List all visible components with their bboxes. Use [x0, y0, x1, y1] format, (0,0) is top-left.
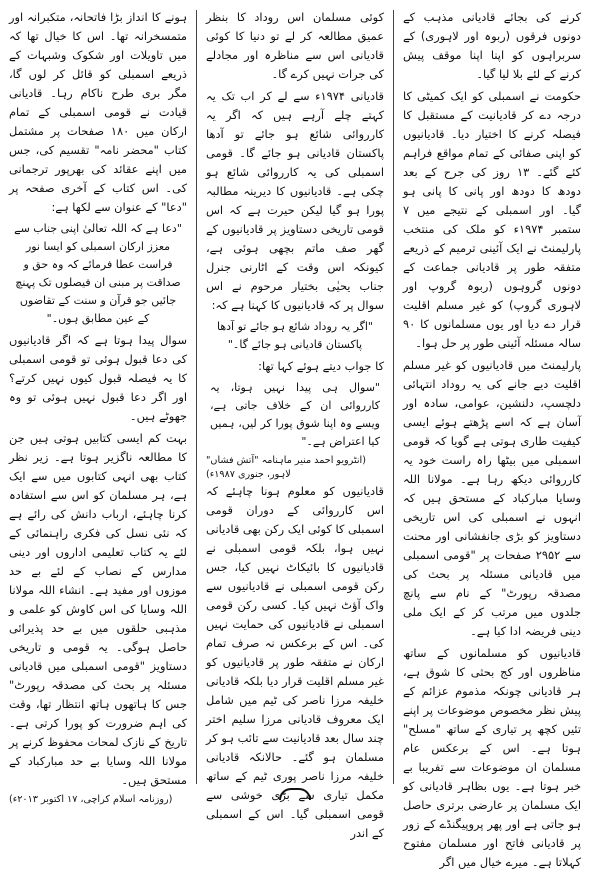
interview-citation: (انٹرویو احمد منیر ماہنامہ "آتش فشاں" لاہور، جنوری ۱۹۸۷ء) [206, 455, 366, 480]
page-ornament [279, 788, 311, 800]
paragraph: بہت کم ایسی کتابیں ہوتی ہیں جن کا مطالعہ ناگزیر ہوتا ہے۔ زیر نظر کتاب بھی انہی کتابوں میں سے ایک ہے، ہر مسلمان کو اس سے استفادہ کرنا چاہئے، ارباب دانش کی رائے ہے کہ نئی نسل کی فکری راہنمائی کے لئے یہ کتاب تعلیمی اداروں اور دینی مدارس کے نصاب کے لئے بے حد موزوں اور مفید ہے۔ انشاء اللہ مولانا اللہ وسایا کی اس کاوش کو علمی و مذہبی حلقوں میں بے حد پذیرائی حاصل ہوگی۔ یہ قومی و تاریخی دستاویز "قومی اسمبلی میں قادیانی مسئلہ پر بحث کی مصدقہ رپورٹ" جس کا ہاتھوں ہاتھ انتظار تھا، وقت کی اہم ضرورت کو پورا کرتی ہے۔ تاریخ کے نازک لمحات محفوظ کرنے پر مولانا اللہ وسایا بے حد مبارکباد کے مستحق ہیں۔ [9, 431, 187, 787]
column-middle [203, 8, 387, 840]
column-left [6, 8, 190, 805]
source-citation: (روزنامہ اسلام کراچی، ۱۷ اکتوبر ۲۰۱۳ء) [9, 794, 173, 805]
quoted-claim: "اگر یہ روداد شائع ہو جائے تو آدھا پاکستان قادیانی ہو جائے گا۔" [216, 320, 373, 351]
column-divider [196, 10, 197, 784]
paragraph: کوئی مسلمان اس روداد کا بنظر عمیق مطالعہ کر لے تو دنیا کا کوئی قادیانی اس سے مناظرہ اور مجادلے کی جرات نہیں کرے گا۔ [206, 10, 384, 81]
paragraph: قادیانیوں کو معلوم ہونا چاہئے کہ اس کارروائی کے دوران قومی اسمبلی کا کوئی ایک رکن بھی قادیانی نہیں ہوا، بلکہ قومی اسمبلی نے قادیانیوں کا بائیکاٹ نہیں کیا، جس رکن قومی اسمبلی نے قادیانیوں سے واک آؤٹ نہیں کیا۔ کسی رکن قومی اسمبلی نے قادیانیوں کی حمایت نہیں کی۔ اس کے برعکس نہ صرف تمام ارکان نے متفقہ طور پر قادیانیوں کو غیر مسلم اقلیت قرار دیا بلکہ قادیانی خلیفہ مرزا ناصر کی ٹیم میں شامل ایک معروف قادیانی مرزا سلیم اختر چند سال بعد قادیانیت سے تائب ہو کر مسلمان ہو گئے۔ حالانکہ قادیانی خلیفہ مرزا ناصر پوری ٹیم کے ساتھ مکمل تیاری سے بڑی خوشی سے قومی اسمبلی گیا۔ اس کے اسمبلی کے اندر [206, 484, 384, 840]
column-right [400, 8, 584, 869]
paragraph: قادیانی ۱۹۷۴ء سے لے کر اب تک یہ کہتے چلے آرہے ہیں کہ اگر یہ کارروائی شائع ہو جائے تو آدھا پاکستان قادیانی ہو جائے گا۔ قومی اسمبلی کی یہ کارروائی شائع ہو چکی ہے۔ قادیانیوں کا دیرینہ مطالبہ پورا ہو گیا لیکن حیرت ہے کہ اس قومی تاریخی دستاویز پر قادیانیوں کے گھر صف ماتم بچھی ہوئی ہے، کیونکہ اس وقت کے اٹارنی جنرل جناب یحیٰی بختیار مرحوم نے اس سوال پر کہ قادیانیوں کا کہنا ہے کہ: [206, 89, 384, 312]
paragraph: حکومت نے اسمبلی کو ایک کمیٹی کا درجہ دے کر قادیانیت کے مستقبل کا فیصلہ کرنے کا اختیار دیا۔ قادیانیوں کو اپنی صفائی کے تمام مواقع فراہم کئے گئے۔ ۱۳ روز کی جرح کے بعد دودھ کا دودھ اور پانی کا پانی ہو گیا۔ اور اسمبلی کے نتیجے میں ۷ ستمبر ۱۹۷۴ء کو ملک کی منتخب پارلیمنٹ نے ایک آئینی ترمیم کے ذریعے متفقہ طور پر قادیانی جماعت کے دونوں گروہوں (ربوہ گروپ اور لاہوری گروپ) کو غیر مسلم اقلیت قرار دے دیا اور یوں مسلمانوں کا ۹۰ سالہ مسئلہ آئینی طور پر حل ہوا۔ [403, 89, 581, 350]
paragraph: کرنے کی بجائے قادیانی مذہب کے دونوں فرقوں (ربوہ اور لاہوری) کے سربراہوں کو اپنا اپنا موقف پیش کرنے کے لئے بلا لیا گیا۔ [403, 10, 581, 81]
paragraph: پارلیمنٹ میں قادیانیوں کو غیر مسلم اقلیت دیے جانے کی یہ روداد انتہائی دلچسپ، دلنشین، عوامی، سادہ اور آسان ہے کہ اسے پڑھتے ہوئے ایسی کیفیت طاری ہوتی ہے گویا کہ قومی اسمبلی میں بیٹھا راہ راست خود یہ کارروائی دیکھ رہا ہے۔ مولانا اللہ وسایا مبارکباد کے مستحق ہیں کہ انہوں نے اسمبلی کی اس تاریخی دستاویز کو بڑی جانفشانی اور محنت سے ۲۹۵۲ صفحات پر "قومی اسمبلی میں قادیانی مسئلہ پر بحث کی مصدقہ رپورٹ" کے نام سے پانچ جلدوں میں مرتب کر کے ایک ملی دینی فریضہ ادا کیا ہے۔ [403, 358, 581, 638]
quoted-prayer: "دعا ہے کہ اللہ تعالیٰ اپنی جناب سے معزز ارکان اسمبلی کو ایسا نور فراست عطا فرمائے کہ وہ حق و صداقت پر مبنی ان فیصلوں تک پہنچ جائیں جو قرآن و سنت کے تقاضوں کے عین مطابق ہوں۔" [14, 222, 182, 325]
paragraph: قادیانیوں کو مسلمانوں کے ساتھ مناظروں اور کج بحثی کا شوق ہے، ہر قادیانی چونکہ مذموم عزائم کے پیش نظر مخصوص موضوعات پر اپنے تئیں کچھ پر تیاری کے ساتھ "مسلح" ہوتا ہے۔ اس کے برعکس عام مسلمان ان موضوعات سے تفریبا بے خبر ہوتا ہے۔ یوں بظاہر قادیانی کو ایک مسلمان پر عارضی برتری حاصل ہو جاتی ہے اور پھر پروپیگنڈے کے زور پر قادیانی فاتح اور مسلمان مفتوح کہلاتا ہے۔ میرے خیال میں اگر [403, 646, 581, 869]
paragraph: سوال پیدا ہوتا ہے کہ اگر قادیانیوں کی دعا قبول ہوئی تو قومی اسمبلی کا یہ فیصلہ قبول کیوں نہیں کرتے؟ اور اگر دعا قبول نہیں ہوئی تو وہ جھوٹے ہیں۔ [9, 333, 187, 423]
quoted-answer: "سوال ہی پیدا نہیں ہوتا، یہ کارروائی ان کے خلاف جاتی ہے، ویسے وہ اپنا شوق پورا کر لیں، ہمیں کیا اعتراض ہے۔" [210, 381, 380, 448]
column-divider [393, 10, 394, 784]
paragraph: کا جواب دیتے ہوئے کہا تھا: [258, 359, 384, 373]
paragraph: ہونے کا انداز بڑا فاتحانہ، متکبرانہ اور متمسخرانہ تھا۔ اس کا خیال تھا کہ میں تاویلات اور شکوک وشبہات کے ذریعے اسمبلی کو قائل کر لوں گا، مگر بری طرح ناکام رہا۔ قادیانی قیادت نے قومی اسمبلی کے تمام ارکان میں ۱۸۰ صفحات پر مشتمل کتاب "محضر نامہ" تقسیم کی، جس میں اپنے عقائد کی بھرپور ترجمانی کی۔ اس کتاب کے آخری صفحہ پر "دعا" کے عنوان سے لکھا ہے: [9, 10, 187, 214]
